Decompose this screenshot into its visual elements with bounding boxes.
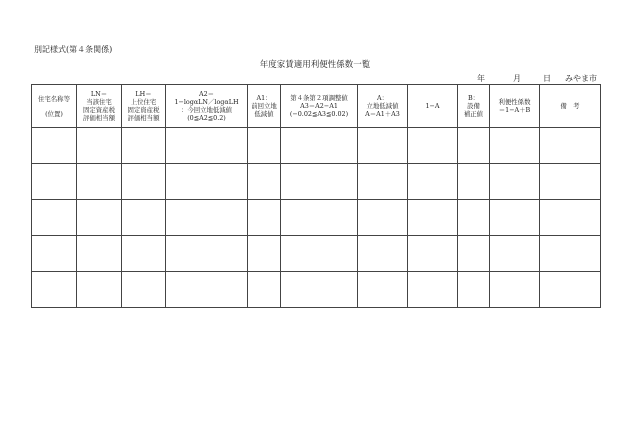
header-line: 当該住宅 bbox=[86, 98, 112, 106]
header-line: 1−logαLN／logαLH bbox=[174, 98, 239, 106]
header-line: 固定資産税 bbox=[83, 106, 115, 114]
table-cell bbox=[32, 236, 77, 272]
column-header-3 bbox=[122, 85, 166, 128]
table-cell bbox=[166, 236, 248, 272]
table-cell bbox=[281, 272, 358, 308]
table-cell bbox=[281, 200, 358, 236]
header-line: 1−A bbox=[425, 102, 440, 110]
header-line: A3＝A2−A1 bbox=[300, 102, 338, 110]
header-line: 前回立地 bbox=[251, 102, 277, 110]
city-name: みやま市 bbox=[565, 74, 597, 83]
table-cell bbox=[490, 128, 540, 164]
column-header-5 bbox=[248, 85, 281, 128]
table-cell bbox=[540, 164, 601, 200]
date-year-label: 年 bbox=[477, 74, 485, 83]
header-line: 固定資産税 bbox=[127, 106, 160, 114]
table-cell bbox=[408, 272, 458, 308]
table-cell bbox=[540, 272, 601, 308]
table-cell bbox=[166, 128, 248, 164]
table-cell bbox=[248, 200, 281, 236]
table-cell bbox=[408, 128, 458, 164]
table-cell bbox=[166, 200, 248, 236]
header-line: B： bbox=[467, 94, 480, 102]
table-cell bbox=[281, 236, 358, 272]
table-cell bbox=[458, 236, 490, 272]
table-cell bbox=[281, 164, 358, 200]
table-cell bbox=[77, 128, 122, 164]
table-cell bbox=[408, 200, 458, 236]
table-row bbox=[32, 236, 601, 272]
header-line: A1： bbox=[256, 94, 272, 102]
date-month-label: 月 bbox=[513, 74, 521, 83]
table-cell bbox=[358, 200, 408, 236]
header-line: (−0.02≦A3≦0.02) bbox=[289, 110, 349, 118]
convenience-coefficient-table bbox=[31, 84, 601, 308]
header-line: 評価相当額 bbox=[127, 114, 160, 122]
header-line: ＝1−A＋B bbox=[498, 106, 531, 114]
table-row bbox=[32, 128, 601, 164]
header-line: 補正値 bbox=[463, 110, 484, 118]
table-cell bbox=[408, 164, 458, 200]
header-line: 第４条第２項調整値 bbox=[290, 94, 348, 102]
header-line: 利便性係数 bbox=[498, 98, 531, 106]
table-cell bbox=[458, 164, 490, 200]
table-cell bbox=[77, 272, 122, 308]
table-row bbox=[32, 272, 601, 308]
date-day-label: 日 bbox=[543, 74, 551, 83]
table-header-row bbox=[32, 85, 601, 128]
table-cell bbox=[248, 128, 281, 164]
table-cell bbox=[281, 128, 358, 164]
date-line bbox=[477, 73, 597, 84]
table-cell bbox=[122, 200, 166, 236]
table-cell bbox=[166, 164, 248, 200]
column-header-10 bbox=[490, 85, 540, 128]
document-title: 年度家賃適用利便性係数一覧 bbox=[259, 60, 371, 70]
header-line: LH＝ bbox=[135, 90, 152, 98]
column-header-2 bbox=[77, 85, 122, 128]
column-header-7 bbox=[358, 85, 408, 128]
header-line: 備 考 bbox=[560, 102, 580, 110]
table-cell bbox=[408, 236, 458, 272]
table-row bbox=[32, 164, 601, 200]
table-cell bbox=[358, 272, 408, 308]
header-line: A＝A1＋A3 bbox=[365, 110, 400, 118]
table-cell bbox=[32, 164, 77, 200]
header-line: A： bbox=[376, 94, 388, 102]
table-cell bbox=[358, 164, 408, 200]
column-header-6 bbox=[281, 85, 358, 128]
header-line: ：今回立地低減値 bbox=[180, 106, 233, 114]
table-cell bbox=[458, 128, 490, 164]
table-cell bbox=[122, 236, 166, 272]
table-cell bbox=[122, 272, 166, 308]
table-cell bbox=[490, 200, 540, 236]
table-cell bbox=[32, 128, 77, 164]
header-line-gap bbox=[32, 103, 76, 110]
table-cell bbox=[77, 200, 122, 236]
table-cell bbox=[490, 164, 540, 200]
table-cell bbox=[77, 164, 122, 200]
table-cell bbox=[166, 272, 248, 308]
header-line: 設備 bbox=[467, 102, 480, 110]
header-line: 住宅名称等 bbox=[38, 94, 70, 103]
table-cell bbox=[122, 164, 166, 200]
table-cell bbox=[358, 236, 408, 272]
column-header-11 bbox=[540, 85, 601, 128]
table-cell bbox=[458, 272, 490, 308]
column-header-9 bbox=[458, 85, 490, 128]
header-line: 評価相当額 bbox=[83, 114, 115, 122]
header-line: LN＝ bbox=[90, 90, 108, 98]
table-cell bbox=[358, 128, 408, 164]
table-cell bbox=[490, 272, 540, 308]
table-cell bbox=[248, 272, 281, 308]
header-line: (0≦A2≦0.2) bbox=[187, 114, 226, 122]
header-line: 立地低減値 bbox=[366, 102, 399, 110]
table-cell bbox=[540, 236, 601, 272]
table-cell bbox=[32, 200, 77, 236]
table-cell bbox=[248, 164, 281, 200]
column-header-8 bbox=[408, 85, 458, 128]
table-cell bbox=[490, 236, 540, 272]
table-cell bbox=[458, 200, 490, 236]
header-line: 上位住宅 bbox=[130, 98, 157, 106]
header-line: 低減値 bbox=[254, 110, 274, 118]
header-line: A2＝ bbox=[198, 90, 215, 98]
table-cell bbox=[540, 200, 601, 236]
column-header-4 bbox=[166, 85, 248, 128]
table-body bbox=[32, 128, 601, 308]
table-row bbox=[32, 200, 601, 236]
table-cell bbox=[248, 236, 281, 272]
header-line: (位置) bbox=[45, 109, 63, 118]
table-cell bbox=[77, 236, 122, 272]
table-cell bbox=[32, 272, 77, 308]
form-number-label: 別記様式(第４条関係) bbox=[34, 45, 113, 54]
table-cell bbox=[122, 128, 166, 164]
table-cell bbox=[540, 128, 601, 164]
column-header-1 bbox=[32, 85, 77, 128]
